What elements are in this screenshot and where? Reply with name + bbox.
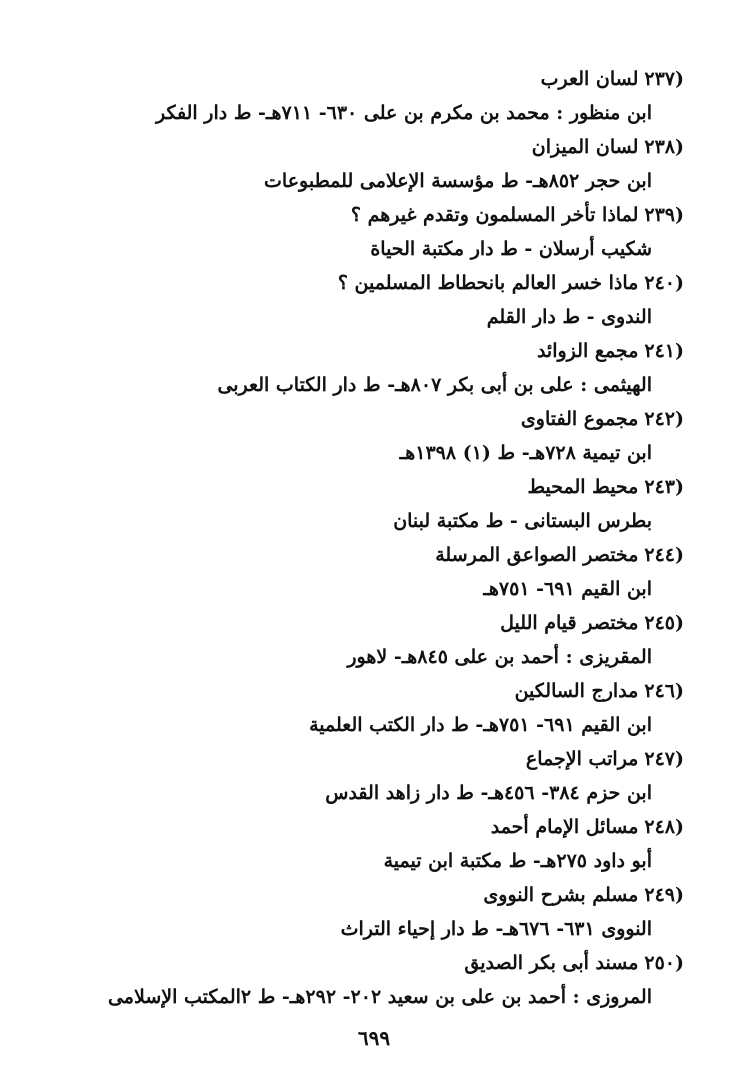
entry-title-line xyxy=(44,334,684,368)
entry-number: (٢٤٤ xyxy=(644,544,684,566)
entry-number: (٢٤٢ xyxy=(644,408,684,430)
entry-number: (٢٤٠ xyxy=(644,272,684,294)
entry-detail: ابن حجر ٨٥٢هـ- ط مؤسسة الإعلامى للمطبوعات xyxy=(264,170,652,192)
bibliography-list xyxy=(44,62,684,1014)
entry-title-line xyxy=(44,198,684,232)
entry-title-line xyxy=(44,674,684,708)
entry-title: مختصر الصواعق المرسلة xyxy=(435,544,639,566)
entry-title: لسان الميزان xyxy=(531,136,639,158)
bibliography-entry xyxy=(44,62,684,130)
bibliography-entry xyxy=(44,402,684,470)
entry-title: مدارج السالكين xyxy=(514,680,639,702)
entry-number: (٢٤٨ xyxy=(644,816,684,838)
entry-title: مسند أبى بكر الصديق xyxy=(464,952,639,974)
bibliography-entry xyxy=(44,334,684,402)
entry-detail: بطرس البستانى - ط مكتبة لبنان xyxy=(393,510,652,532)
entry-title-line xyxy=(44,606,684,640)
entry-title-line xyxy=(44,946,684,980)
entry-number: (٢٣٨ xyxy=(644,136,684,158)
entry-detail: الهيثمى : على بن أبى بكر ٨٠٧هـ- ط دار الكتاب العربى xyxy=(217,374,652,396)
entry-title: محيط المحيط xyxy=(527,476,639,498)
entry-title: لسان العرب xyxy=(540,68,639,90)
entry-title-line xyxy=(44,470,684,504)
entry-title: مجمع الزوائد xyxy=(536,340,639,362)
bibliography-entry xyxy=(44,674,684,742)
bibliography-entry xyxy=(44,742,684,810)
entry-detail: النووى ٦٣١- ٦٧٦هـ- ط دار إحياء التراث xyxy=(340,918,652,940)
bibliography-entry xyxy=(44,470,684,538)
entry-title-line xyxy=(44,878,684,912)
entry-title: ماذا خسر العالم بانحطاط المسلمين ؟ xyxy=(337,272,639,294)
entry-detail: ابن حزم ٣٨٤- ٤٥٦هـ- ط دار زاهد القدس xyxy=(325,782,652,804)
entry-detail: المقريزى : أحمد بن على ٨٤٥هـ- لاهور xyxy=(347,646,652,668)
bibliography-entry xyxy=(44,538,684,606)
bibliography-entry xyxy=(44,810,684,878)
bibliography-entry xyxy=(44,198,684,266)
bibliography-entry xyxy=(44,946,684,1014)
entry-title-line xyxy=(44,130,684,164)
entry-detail: شكيب أرسلان - ط دار مكتبة الحياة xyxy=(370,238,652,260)
entry-detail: أبو داود ٢٧٥هـ- ط مكتبة ابن تيمية xyxy=(383,850,652,872)
entry-detail: ابن القيم ٦٩١- ٧٥١هـ- ط دار الكتب العلمية xyxy=(309,714,652,736)
entry-number: (٢٤١ xyxy=(644,340,684,362)
entry-title-line xyxy=(44,402,684,436)
entry-title: مجموع الفتاوى xyxy=(520,408,639,430)
entry-title-line xyxy=(44,266,684,300)
entry-title: مختصر قيام الليل xyxy=(500,612,639,634)
entry-number: (٢٤٦ xyxy=(644,680,684,702)
entry-title: مسائل الإمام أحمد xyxy=(490,816,639,838)
entry-detail: المروزى : أحمد بن على بن سعيد ٢٠٢- ٢٩٢هـ- ط ٢المكتب الإسلامى xyxy=(107,986,652,1008)
entry-detail: ابن القيم ٦٩١- ٧٥١هـ xyxy=(483,578,652,600)
entry-number: (٢٤٩ xyxy=(644,884,684,906)
page-number: ٦٩٩ xyxy=(357,1026,391,1050)
bibliography-entry xyxy=(44,878,684,946)
entry-number: (٢٤٣ xyxy=(644,476,684,498)
entry-title-line xyxy=(44,810,684,844)
entry-detail: ابن منظور : محمد بن مكرم بن على ٦٣٠- ٧١١هـ- ط دار الفكر xyxy=(156,102,652,124)
entry-title: مراتب الإجماع xyxy=(525,748,639,770)
entry-number: (٢٣٩ xyxy=(644,204,684,226)
entry-title-line xyxy=(44,538,684,572)
entry-detail: ابن تيمية ٧٢٨هـ- ط (١) ١٣٩٨هـ xyxy=(399,442,652,464)
entry-number: (٢٤٥ xyxy=(644,612,684,634)
entry-title: لماذا تأخر المسلمون وتقدم غيرهم ؟ xyxy=(350,204,639,226)
entry-detail: الندوى - ط دار القلم xyxy=(486,306,652,328)
entry-title-line xyxy=(44,62,684,96)
bibliography-entry xyxy=(44,130,684,198)
entry-number: (٢٤٧ xyxy=(644,748,684,770)
bibliography-entry xyxy=(44,606,684,674)
entry-title: مسلم بشرح النووى xyxy=(483,884,639,906)
bibliography-entry xyxy=(44,266,684,334)
entry-number: (٢٥٠ xyxy=(644,952,684,974)
entry-title-line xyxy=(44,742,684,776)
entry-number: (٢٣٧ xyxy=(644,68,684,90)
